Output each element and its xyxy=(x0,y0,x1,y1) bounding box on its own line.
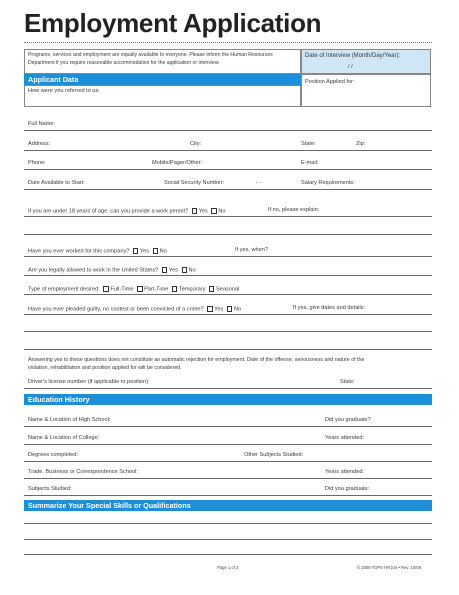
section-special-skills: Summarize Your Special Skills or Qualifications xyxy=(24,500,432,511)
legally-row xyxy=(28,267,196,274)
full-time-checkbox[interactable] xyxy=(103,286,109,292)
if-no-explain-label: If no, please explain: xyxy=(268,207,320,213)
subjects-line[interactable] xyxy=(24,495,432,496)
guilty-yes-checkbox[interactable] xyxy=(207,306,213,312)
disclaimer-line-1: Answering yes to these questions does not constitute an automatic rejection for employment. Date of the offense, seriousness and nature of the xyxy=(28,357,365,363)
college-label: Name & Location of College: xyxy=(28,435,100,441)
legally-yes-checkbox[interactable] xyxy=(162,267,168,273)
salary-label: Salary Requirements: xyxy=(301,180,355,186)
worked-no-label: No xyxy=(159,248,167,255)
college-line[interactable] xyxy=(24,444,432,445)
subjects-label: Subjects Studied: xyxy=(28,486,72,492)
guilty-extra-line-1[interactable] xyxy=(24,331,432,332)
date-of-interview-label: Date of Interview (Month/Day/Year): xyxy=(305,53,401,59)
employment-type-label: Type of employment desired: xyxy=(28,286,100,293)
city-label: City: xyxy=(190,141,202,147)
did-graduate-2-label: Did you graduate: xyxy=(325,486,370,492)
worked-yes-checkbox[interactable] xyxy=(133,248,139,254)
trade-school-line[interactable] xyxy=(24,478,432,479)
guilty-yes-label: Yes xyxy=(214,306,224,313)
full-name-line[interactable] xyxy=(24,130,432,131)
temporary-checkbox[interactable] xyxy=(172,286,178,292)
phone-line[interactable] xyxy=(24,169,432,170)
worked-no-checkbox[interactable] xyxy=(153,248,159,254)
other-subjects-label: Other Subjects Studied: xyxy=(244,452,304,458)
employment-type-row xyxy=(28,286,239,293)
if-yes-when-label: If yes, when? xyxy=(235,247,268,253)
years-attended-2-label: Years attended: xyxy=(325,469,364,475)
legally-no-checkbox[interactable] xyxy=(182,267,188,273)
worked-before-row xyxy=(28,248,167,255)
state-label: State: xyxy=(301,141,316,147)
email-label: E-mail: xyxy=(301,160,319,166)
guilty-line[interactable] xyxy=(24,314,432,315)
under18-yes-checkbox[interactable] xyxy=(192,208,198,214)
legally-yes-label: Yes xyxy=(168,267,178,274)
legally-no-label: No xyxy=(188,267,196,274)
under18-no-checkbox[interactable] xyxy=(211,208,217,214)
notice-line-2: Department if you require reasonable accommodation for the application or interview. xyxy=(28,60,220,66)
years-attended-label: Years attended: xyxy=(325,435,364,441)
full-time-label: Full-Time xyxy=(110,286,134,293)
employment-type-line[interactable] xyxy=(24,294,432,295)
section-education-history: Education History xyxy=(24,394,432,405)
guilty-no-checkbox[interactable] xyxy=(227,306,233,312)
page-title: Employment Application xyxy=(24,8,322,38)
legally-label: Are you legally allowed to work in the United States? xyxy=(28,267,159,274)
if-yes-dates-label: If yes, give dates and details: xyxy=(293,305,366,311)
skills-line-1[interactable] xyxy=(24,523,432,524)
page-number: Page 1 of 2 xyxy=(217,565,239,570)
high-school-label: Name & Location of High School: xyxy=(28,417,111,423)
under18-row xyxy=(28,208,226,215)
section-applicant-data: Applicant Data xyxy=(24,74,301,85)
date-of-interview-slashes: / / xyxy=(348,64,353,70)
under18-no-label: No xyxy=(218,208,226,215)
ssn-dashes: - - xyxy=(256,180,262,186)
license-state-label: State: xyxy=(340,379,355,385)
license-line[interactable] xyxy=(24,388,432,389)
address-line[interactable] xyxy=(24,150,432,151)
skills-line-3[interactable] xyxy=(24,554,432,555)
referred-label: How were you referred to us: xyxy=(28,88,100,94)
degrees-label: Degrees completed: xyxy=(28,452,79,458)
disclaimer-line-2: violation, rehabilitation and position applied for will be considered. xyxy=(28,365,182,371)
copyright: © 2008 TOPS HR104 • Rev. 10/08 xyxy=(357,565,421,570)
skills-line-2[interactable] xyxy=(24,539,432,540)
trade-school-label: Trade, Business or Correspondence School: xyxy=(28,469,138,475)
high-school-line[interactable] xyxy=(24,426,432,427)
under18-extra-line[interactable] xyxy=(24,234,432,235)
part-time-label: Part-Time xyxy=(144,286,169,293)
seasonal-label: Seasonal xyxy=(215,286,240,293)
worked-before-label: Have you ever worked for this company? xyxy=(28,248,130,255)
ssn-label: Social Security Number: xyxy=(164,180,224,186)
worked-before-line[interactable] xyxy=(24,256,432,257)
under18-label: If you are under 18 years of age, can you provide a work permit? xyxy=(28,208,189,215)
phone-label: Phone: xyxy=(28,160,46,166)
seasonal-checkbox[interactable] xyxy=(209,286,215,292)
title-divider xyxy=(24,42,432,43)
guilty-no-label: No xyxy=(233,306,241,313)
under18-line[interactable] xyxy=(24,216,432,217)
notice-line-1: Programs, services and employment are equally available to everyone. Please inform the Human Resources xyxy=(28,52,273,58)
worked-yes-label: Yes xyxy=(139,248,150,255)
full-name-label: Full Name: xyxy=(28,121,56,127)
did-graduate-label: Did you graduate? xyxy=(325,417,371,423)
mobile-label: Mobile/Pager/Other: xyxy=(152,160,203,166)
temporary-label: Temporary xyxy=(178,286,206,293)
part-time-checkbox[interactable] xyxy=(137,286,143,292)
license-label: Driver's license number (if applicable to position): xyxy=(28,379,150,385)
guilty-row xyxy=(28,306,241,313)
under18-yes-label: Yes xyxy=(198,208,208,215)
legally-line[interactable] xyxy=(24,275,432,276)
address-label: Address: xyxy=(28,141,51,147)
guilty-label: Have you ever pleaded guilty, no contest or been convicted of a crime? xyxy=(28,306,204,313)
degrees-line[interactable] xyxy=(24,461,432,462)
guilty-extra-line-2[interactable] xyxy=(24,349,432,350)
position-applied-label: Position Applied for: xyxy=(305,79,355,85)
date-available-line[interactable] xyxy=(24,189,432,190)
date-available-label: Date Available to Start: xyxy=(28,180,85,186)
zip-label: Zip: xyxy=(356,141,366,147)
